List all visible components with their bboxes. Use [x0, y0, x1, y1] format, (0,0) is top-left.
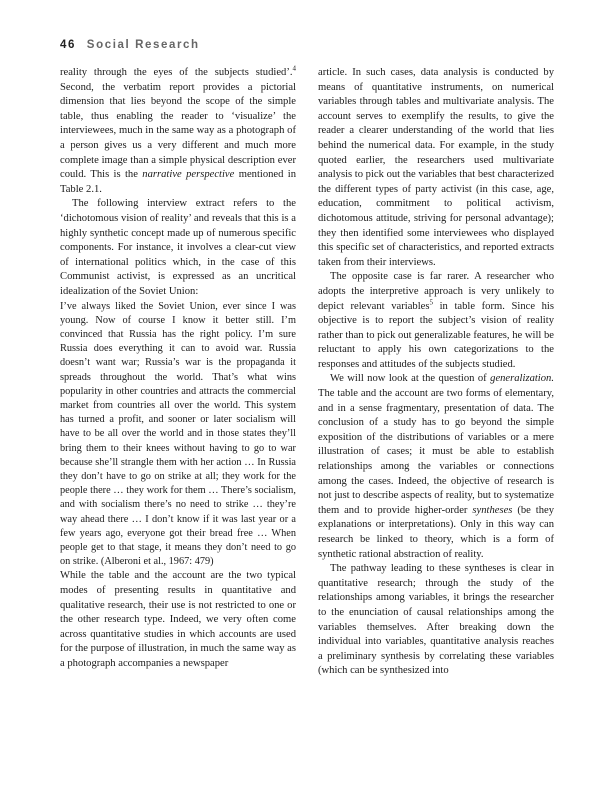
- paragraph: [60, 66, 296, 197]
- emphasis: narrative perspective: [142, 169, 235, 181]
- running-title: Social Research: [86, 39, 200, 51]
- text-run: mentioned in Table 2.1.: [60, 169, 297, 195]
- text-run: We will now look at the question of: [330, 373, 487, 385]
- paragraph: article. In such cases, data analysis is conducted by means of quantitative instruments, on numerical variables through tables and multivariate analysis. The account serves to exemplify the results, to give the reader a clearer understanding of the world that lies behind the numerical data. For example, in the study quoted earlier, the researchers used multivariate analysis to pick out the variables that best characterized the different types of party activist (in this case, age, education, commitment to political activism, dichotomous attitude, striving for personal advantage); they then identified some interviewees who displayed this specific set of characteristics, and reported extracts taken from their interviews.: [318, 67, 554, 268]
- emphasis: generalization.: [490, 373, 554, 385]
- footnote-marker: 5: [429, 297, 433, 306]
- text-run: (be they explanations or interpretations). Only in this way can research be linked to theory, which is a form of synthetic rational abstraction of reality.: [318, 504, 555, 560]
- text-run: Second, the verbatim report provides a pictorial dimension that lies beyond the scope of the simple table, thus enabling the reader to ‘visualize’ the interviewees, much in the same way as a photograph of a person gives us a very different and much more complete image than a simple physical description ever could. This is the: [60, 81, 296, 181]
- paragraph: [318, 270, 554, 372]
- text-run: The table and the account are two forms of elementary, and in a sense fragmentary, presentation of data. The conclusion of a study has to go beyond the simple exposition of the distributions of variables or a mere illustration of cases; it must be able to establish relationships among the variables or connections among the cases. Indeed, the objective of research is not just to describe aspects of reality, but to systematize them and to provide higher-order: [318, 388, 554, 516]
- paragraph: The following interview extract refers to the ‘dichotomous vision of reality’ and reveals that this is a highly synthetic concept made up of numerous specific components. For instance, it involves a clear-cut view of international politics which, in the case of this Communist activist, is expressed as an uncritical idealization of the Soviet Union:: [60, 198, 296, 297]
- page-number: 46: [60, 39, 76, 51]
- paragraph: [318, 372, 554, 562]
- block-quote: I’ve always liked the Soviet Union, ever since I was young. Now of course I know it better still. I’m convinced that Russia has the right policy. I’m sure Russia does everything it can to avoid war. Russia doesn’t want war; Russia’s war is the propaganda it spreads throughout the world. That’s what wins popularity in other countries and attracts the commercial market from countries all over the world. This system has turned a profit, and sooner or later socialism will have to be all over the world and in those states they’ll bring them to their knees without having to go to war because she’ll strangle them with her action … In Russia they don’t have to go on strike at all; they work for the people there … they work for them … There’s socialism, and with socialism there’s no need to strike … they’re way ahead there … I don’t know if it was last year or a few years ago, everyone got their bread free … When people get to that stage, it means they don’t need to go on strike. (Alberoni et al., 1967: 479): [60, 300, 296, 568]
- paragraph: The pathway leading to these syntheses is clear in quantitative research; through the study of the relationships among variables, it brings the researcher to the enunciation of causal relationships among the variables themselves. After breaking down the individual into variables, quantitative analysis reaches a preliminary synthesis by correlating these variables (which can be synthesized into: [318, 563, 554, 677]
- left-column: [60, 66, 296, 672]
- footnote-marker: 4: [292, 64, 296, 73]
- text-run: in table form. Since his objective is to report the subject’s vision of reality rather than to pick out generalizable features, he will be reluctant to apply his own categorizations to the responses and attitudes of the subjects studied.: [318, 300, 555, 370]
- right-column: [318, 66, 554, 679]
- text-run: reality through the eyes of the subjects studied’.: [60, 67, 293, 78]
- emphasis: syntheses: [472, 504, 513, 516]
- paragraph: While the table and the account are the two typical modes of presenting results in quantitative and qualitative research, their use is not restricted to one or the other research type. Indeed, we very often come across quantitative studies in which accounts are used for the purpose of illustration, in much the same way as a photograph accompanies a newspaper: [60, 570, 296, 669]
- text-run: The opposite case is far rarer. A researcher who adopts the interpretive approach is very unlikely to depict relevant variables: [318, 271, 554, 312]
- running-head: [60, 39, 200, 51]
